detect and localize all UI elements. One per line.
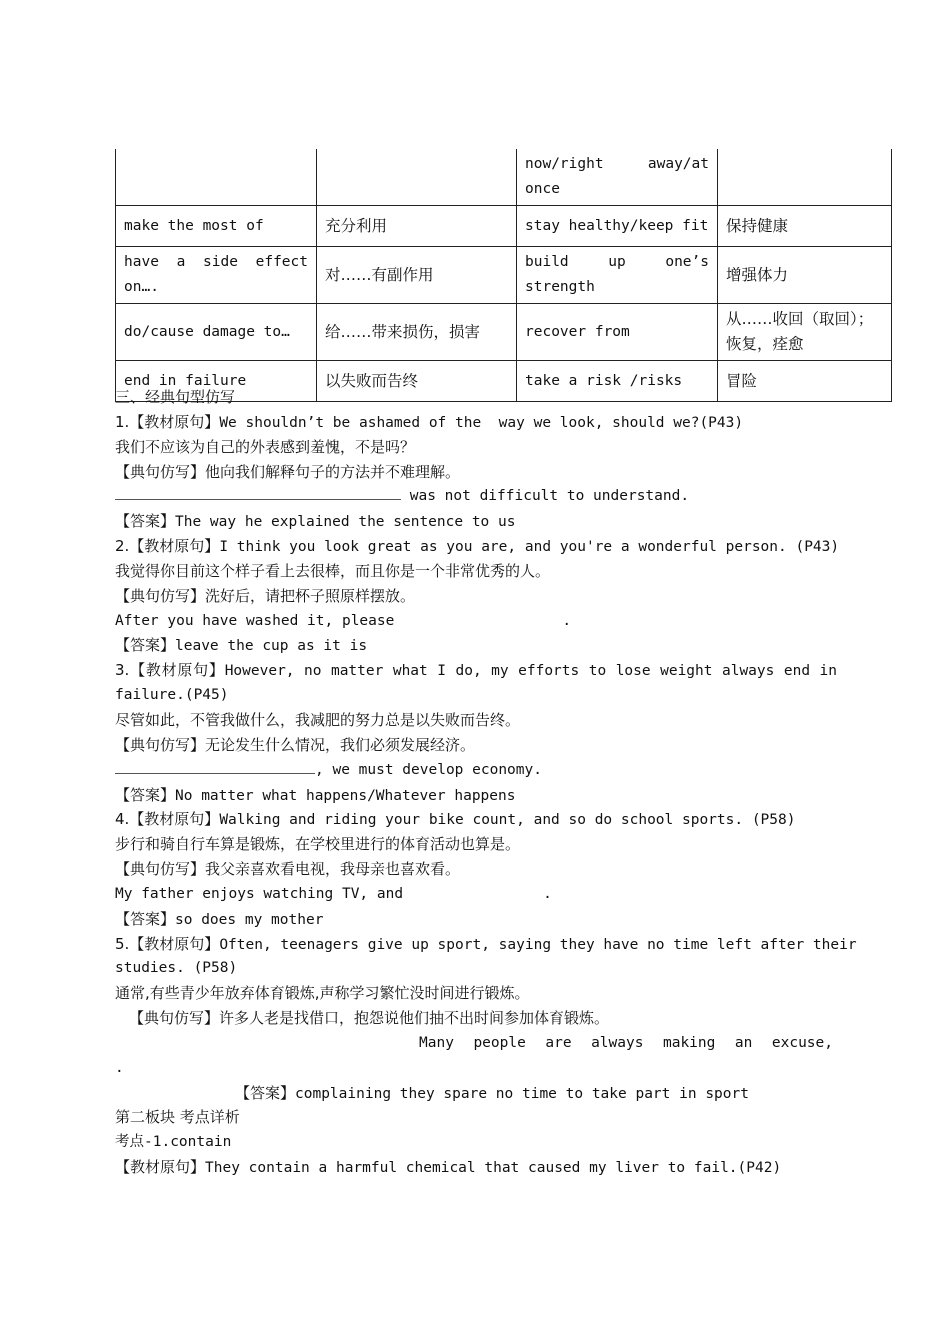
answer-text: so does my mother: [175, 911, 324, 928]
fill-end: [115, 1056, 837, 1081]
prompt-text: 无论发生什么情况，我们必须发展经济。: [205, 735, 476, 754]
label: 【教材原句】: [115, 1158, 206, 1177]
answer-text: The way he explained the sentence to us: [175, 514, 516, 531]
period: .: [562, 612, 572, 629]
table-cell: [317, 149, 517, 206]
table-row: [116, 247, 892, 304]
label: 【答案】: [115, 909, 176, 928]
fill-line: [115, 1031, 833, 1056]
sentence-text: They contain a harmful chemical that caused my liver to fail.(P42): [205, 1160, 782, 1177]
original-sentence-cont: failure.(P45): [115, 687, 229, 704]
imitation-prompt: [115, 584, 837, 609]
original-sentence: [115, 534, 840, 559]
vocabulary-table: [115, 149, 892, 402]
label: 【典句仿写】: [115, 586, 206, 605]
table-row: [116, 149, 892, 206]
label: 【答案】: [115, 785, 176, 804]
label: 5.【教材原句】: [115, 934, 220, 953]
label: 【典句仿写】: [129, 1009, 220, 1028]
table-cell: 以失败而告终: [317, 361, 517, 402]
prompt-text: 许多人老是找借口，抱怨说他们抽不出时间参加体育锻炼。: [219, 1009, 610, 1028]
period: .: [115, 1059, 124, 1076]
answer-blank[interactable]: [115, 484, 401, 500]
table-cell: 保持健康: [718, 206, 892, 247]
original-sentence: [115, 658, 837, 683]
table-cell: 从……收回（取回）；恢复，痊愈: [718, 304, 892, 361]
fill-text: My father enjoys watching TV, and: [115, 885, 404, 902]
fill-text: Many people are always making an excuse,: [419, 1034, 833, 1051]
translation: 我们不应该为自己的外表感到羞愧，不是吗？: [115, 437, 416, 456]
label: 4.【教材原句】: [115, 810, 220, 829]
fill-line: [115, 609, 837, 634]
table-cell: take a risk /risks: [517, 361, 718, 402]
imitation-prompt: [115, 733, 837, 758]
table-cell: 对……有副作用: [317, 247, 517, 304]
label: 【答案】: [115, 512, 176, 531]
key-point-text: 考点-1.contain: [115, 1134, 232, 1151]
translation: 步行和骑自行车算是锻炼，在学校里进行的体育活动也算是。: [115, 835, 521, 854]
answer-text: complaining they spare no time to take part in sport: [295, 1085, 749, 1102]
table-cell: 冒险: [718, 361, 892, 402]
label: 【典句仿写】: [115, 860, 206, 879]
table-cell: 充分利用: [317, 206, 517, 247]
answer-text: No matter what happens/Whatever happens: [175, 787, 516, 804]
key-point: [115, 1130, 837, 1155]
answer-line: [115, 633, 837, 658]
translation: 尽管如此，不管我做什么，我减肥的努力总是以失败而告终。: [115, 710, 521, 729]
table-cell: make the most of: [116, 206, 317, 247]
sentence-text: I think you look great as you are, and you're a wonderful person. (P43): [219, 539, 840, 556]
sentence-text: However, no matter what I do, my efforts to lose weight always end in: [224, 663, 838, 680]
original-sentence: [115, 1155, 837, 1180]
table-cell: [718, 149, 892, 206]
sentence-text: We shouldn’t be ashamed of the way we look, should we?(P43): [219, 414, 744, 431]
table-cell: recover from: [517, 304, 718, 361]
table-cell: 增强体力: [718, 247, 892, 304]
prompt-text: 洗好后，请把杯子照原样摆放。: [205, 586, 416, 605]
table-cell: now/right away/at once: [517, 149, 718, 206]
answer-line: [115, 1081, 837, 1106]
label: 【答案】: [235, 1083, 296, 1102]
imitation-prompt: [115, 1006, 837, 1031]
sentence-text: Walking and riding your bike count, and so do school sports. (P58): [219, 812, 796, 829]
label: 3.【教材原句】: [115, 661, 225, 680]
table-cell: 给……带来损伤，损害: [317, 304, 517, 361]
section-heading: 第二板块 考点详析: [115, 1108, 240, 1127]
fill-text: After you have washed it, please: [115, 612, 395, 629]
answer-blank[interactable]: [115, 758, 315, 774]
label: 1.【教材原句】: [115, 412, 220, 431]
prompt-text: 他向我们解释句子的方法并不难理解。: [205, 462, 461, 481]
fill-line: [115, 882, 837, 907]
answer-line: [115, 509, 837, 534]
table-cell: stay healthy/keep fit: [517, 206, 718, 247]
translation: 通常,有些青少年放弃体育锻炼,声称学习繁忙没时间进行锻炼。: [115, 984, 530, 1003]
translation: 我觉得你目前这个样子看上去很棒，而且你是一个非常优秀的人。: [115, 561, 551, 580]
table-cell: [116, 149, 317, 206]
label: 2.【教材原句】: [115, 537, 220, 556]
prompt-text: 我父亲喜欢看电视，我母亲也喜欢看。: [205, 860, 461, 879]
imitation-prompt: [115, 857, 837, 882]
table-cell: have a side effect on….: [116, 247, 317, 304]
label: 【典句仿写】: [115, 735, 206, 754]
label: 【答案】: [115, 636, 176, 655]
sentence-text: Often, teenagers give up sport, saying they have no time left after their: [219, 936, 857, 953]
answer-text: leave the cup as it is: [175, 638, 368, 655]
period: .: [543, 885, 552, 902]
original-sentence: [115, 410, 837, 435]
original-sentence: [115, 932, 857, 957]
table-cell: build up one’s strength: [517, 247, 718, 304]
imitation-prompt: [115, 460, 837, 485]
answer-line: [115, 783, 837, 808]
fill-line: [115, 758, 837, 783]
fill-text: , we must develop economy.: [315, 761, 542, 778]
fill-text: was not difficult to understand.: [401, 488, 690, 505]
table-row: [116, 206, 892, 247]
table-cell: do/cause damage to…: [116, 304, 317, 361]
original-sentence: [115, 807, 837, 832]
table-cell: end in failure: [116, 361, 317, 402]
exercise-section: [115, 385, 857, 1180]
answer-line: [115, 907, 837, 932]
original-sentence-cont: studies. (P58): [115, 960, 238, 977]
table-row: [116, 304, 892, 361]
section-heading: 三、经典句型仿写: [115, 388, 236, 406]
label: 【典句仿写】: [115, 462, 206, 481]
fill-line: [115, 484, 837, 509]
